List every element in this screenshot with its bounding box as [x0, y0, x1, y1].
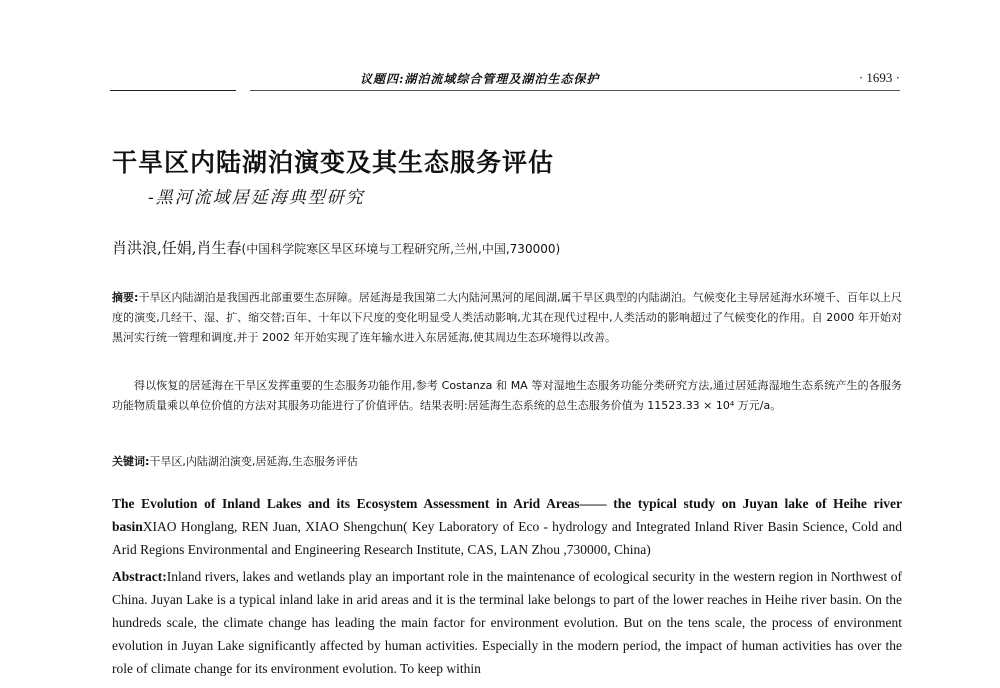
- english-authors: XIAO Honglang, REN Juan, XIAO Shengchun( Key Laboratory of Eco - hydrology and Integrated Inland River Basin Science, Cold and Arid Regions Environmental and Engineering Research Institute, CAS, LAN Zhou ,730000, China): [112, 519, 902, 557]
- english-title: The Evolution of Inland Lakes and its Ecosystem Assessment in Arid Areas—— the typical study on Juyan lake of Heihe river basin: [112, 496, 902, 534]
- english-abstract-label: Abstract:: [112, 569, 167, 584]
- keywords-cn-text: 干旱区,内陆湖泊演变,居延海,生态服务评估: [149, 455, 358, 468]
- paper-title: 干旱区内陆湖泊演变及其生态服务评估: [112, 148, 555, 177]
- keywords-cn-label: 关键词:: [112, 455, 150, 468]
- abstract-cn-paragraph2: [112, 376, 902, 416]
- paper-subtitle: -黑河流域居延海典型研究: [148, 188, 365, 208]
- author-names: 肖洪浪,任娟,肖生春: [112, 239, 242, 257]
- english-title-block: [112, 492, 902, 561]
- author-affiliation: (中国科学院寒区旱区环境与工程研究所,兰州,中国,730000): [241, 242, 561, 256]
- keywords-cn: [112, 452, 902, 472]
- author-line: [112, 237, 560, 258]
- abstract-cn-label: 摘要:: [112, 291, 139, 304]
- header-rule-left: [110, 90, 236, 91]
- abstract-cn-text: 干旱区内陆湖泊是我国西北部重要生态屏障。居延海是我国第二大内陆河黑河的尾闾湖,属干旱区典型的内陆湖泊。气候变化主导居延海水环境千、百年以上尺度的演变,几经干、湿、扩、缩交替;百年、十年以下尺度的变化明显受人类活动影响,尤其在现代过程中,人类活动的影响超过了气候变化的作用。自 2000 年开始对黑河实行统一管理和调度,并于 2002 年开始实现了连年输水进入东居延海,使其周边生态环境得以改善。: [112, 291, 902, 344]
- english-abstract-text: Inland rivers, lakes and wetlands play an important role in the maintenance of ecological security in the western region in Northwest of China. Juyan Lake is a typical inland lake in arid areas and it is the terminal lake belongs to part of the lower reaches in Heihe river basin. On the hundreds scale, the climate change has leading the main factor for environment evolution. But on the tens scale, the process of environment evolution in Juyan Lake significantly affected by human activities. Especially in the modern period, the impact of human activities has over the role of climate change for its environment evolution. To keep within: [112, 569, 902, 676]
- running-header: [110, 66, 900, 88]
- abstract-cn: [112, 288, 902, 348]
- running-header-section: 议题四:湖泊流域综合管理及湖泊生态保护: [360, 72, 600, 86]
- page-number: · 1693 ·: [858, 70, 900, 85]
- abstract-cn-paragraph2-text: 得以恢复的居延海在干旱区发挥重要的生态服务功能作用,参考 Costanza 和 MA 等对湿地生态服务功能分类研究方法,通过居延海湿地生态系统产生的各服务功能物质量乘以单位价值的方法对其服务功能进行了价值评估。结果表明:居延海生态系统的总生态服务价值为 11523.33 × 10⁴ 万元/a。: [112, 379, 902, 412]
- english-abstract: [112, 565, 902, 680]
- header-rule-right: [250, 90, 900, 91]
